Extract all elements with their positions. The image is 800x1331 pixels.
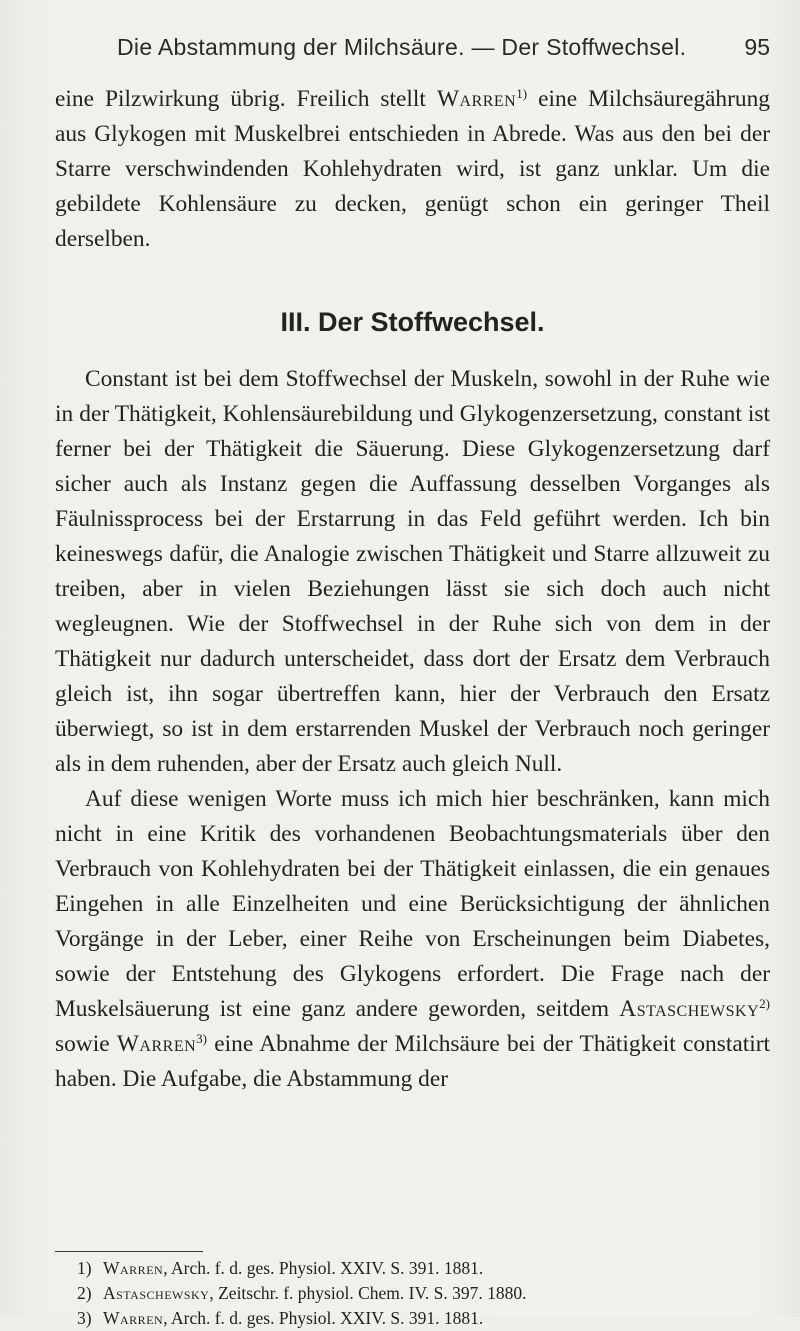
footnote-ref: 2) xyxy=(759,996,770,1011)
footnote-number: 2) xyxy=(77,1283,92,1303)
footnote-divider xyxy=(55,1251,203,1252)
footnote-text: , Arch. f. d. ges. Physiol. XXIV. S. 391. 1881. xyxy=(163,1308,484,1328)
footnote-author: Warren xyxy=(103,1258,164,1278)
running-title: Die Abstammung der Milchsäure. — Der Stoffwechsel. xyxy=(117,34,687,60)
footnote-ref: 3) xyxy=(196,1031,207,1046)
footnotes xyxy=(55,1256,770,1331)
author-name: Warren xyxy=(436,86,517,112)
intro-text-1: eine Pilzwirkung übrig. Freilich stellt xyxy=(55,86,437,112)
footnote-text: , Zeitschr. f. physiol. Chem. IV. S. 397. 1880. xyxy=(209,1283,527,1303)
footnote-author: Astaschewsky xyxy=(103,1283,210,1303)
intro-paragraph xyxy=(55,82,770,257)
footnote-number: 3) xyxy=(77,1308,92,1328)
paragraph-2-text-3: eine Abnahme der Milchsäure bei der Thätigkeit constatirt haben. Die Aufgabe, die Abstammung der xyxy=(55,1031,770,1092)
footnote-ref: 1) xyxy=(516,86,528,101)
section-paragraph-1: Constant ist bei dem Stoffwechsel der Muskeln, sowohl in der Ruhe wie in der Thätigkeit, Kohlensäurebildung und Glykogenzersetzung, constant ist ferner bei der Thätigkeit die Säuerung. Diese Glykogenzersetzung darf sicher auch als Instanz gegen die Auffassung desselben Vorganges als Fäulnissprocess bei der Erstarrung in das Feld geführt werden. Ich bin keineswegs dafür, die Analogie zwischen Thätigkeit und Starre allzuweit zu treiben, aber in vielen Beziehungen lässt sie sich doch auch nicht wegleugnen. Wie der Stoffwechsel in der Ruhe sich von dem in der Thätigkeit nur dadurch unterscheidet, dass dort der Ersatz dem Verbrauch gleich ist, ihn sogar übertreffen kann, hier der Verbrauch den Ersatz überwiegt, so ist in dem erstarrenden Muskel der Verbrauch noch geringer als in dem ruhenden, aber der Ersatz auch gleich Null. xyxy=(55,366,770,777)
paragraph-2-text-2: sowie xyxy=(55,1031,117,1057)
author-name: Warren xyxy=(116,1031,197,1057)
footnote-2 xyxy=(55,1281,770,1306)
section-heading: III. Der Stoffwechsel. xyxy=(280,307,545,337)
footnote-1 xyxy=(55,1256,770,1281)
section-body xyxy=(55,362,770,1097)
footnote-author: Warren xyxy=(103,1308,164,1328)
paragraph-2-text-1: Auf diese wenigen Worte muss ich mich hier beschränken, kann mich nicht in eine Kritik des vorhandenen Beobachtungsmaterials über den Verbrauch von Kohlehydraten bei der Thätigkeit einlassen, die ein genaues Eingehen in alle Einzelheiten und eine Berücksichtigung der ähnlichen Vorgänge in der Leber, einer Reihe von Erscheinungen beim Diabetes, sowie der Entstehung des Glykogens erfordert. Die Frage nach der Muskelsäuerung ist eine ganz andere geworden, seitdem xyxy=(55,786,770,1022)
footnote-number: 1) xyxy=(77,1258,92,1278)
page-number: 95 xyxy=(744,34,770,60)
footnote-text: , Arch. f. d. ges. Physiol. XXIV. S. 391. 1881. xyxy=(163,1258,484,1278)
intro-text-2: eine Milchsäuregährung aus Glykogen mit Muskelbrei entschieden in Abrede. Was aus den bei der Starre verschwindenden Kohlehydraten wird, ist ganz unklar. Um die gebildete Kohlensäure zu decken, genügt schon ein geringer Theil derselben. xyxy=(55,86,770,252)
footnote-3 xyxy=(55,1306,770,1331)
section-paragraph-2 xyxy=(55,782,770,1097)
author-name: Astaschewsky xyxy=(619,996,760,1022)
running-header xyxy=(55,30,770,64)
